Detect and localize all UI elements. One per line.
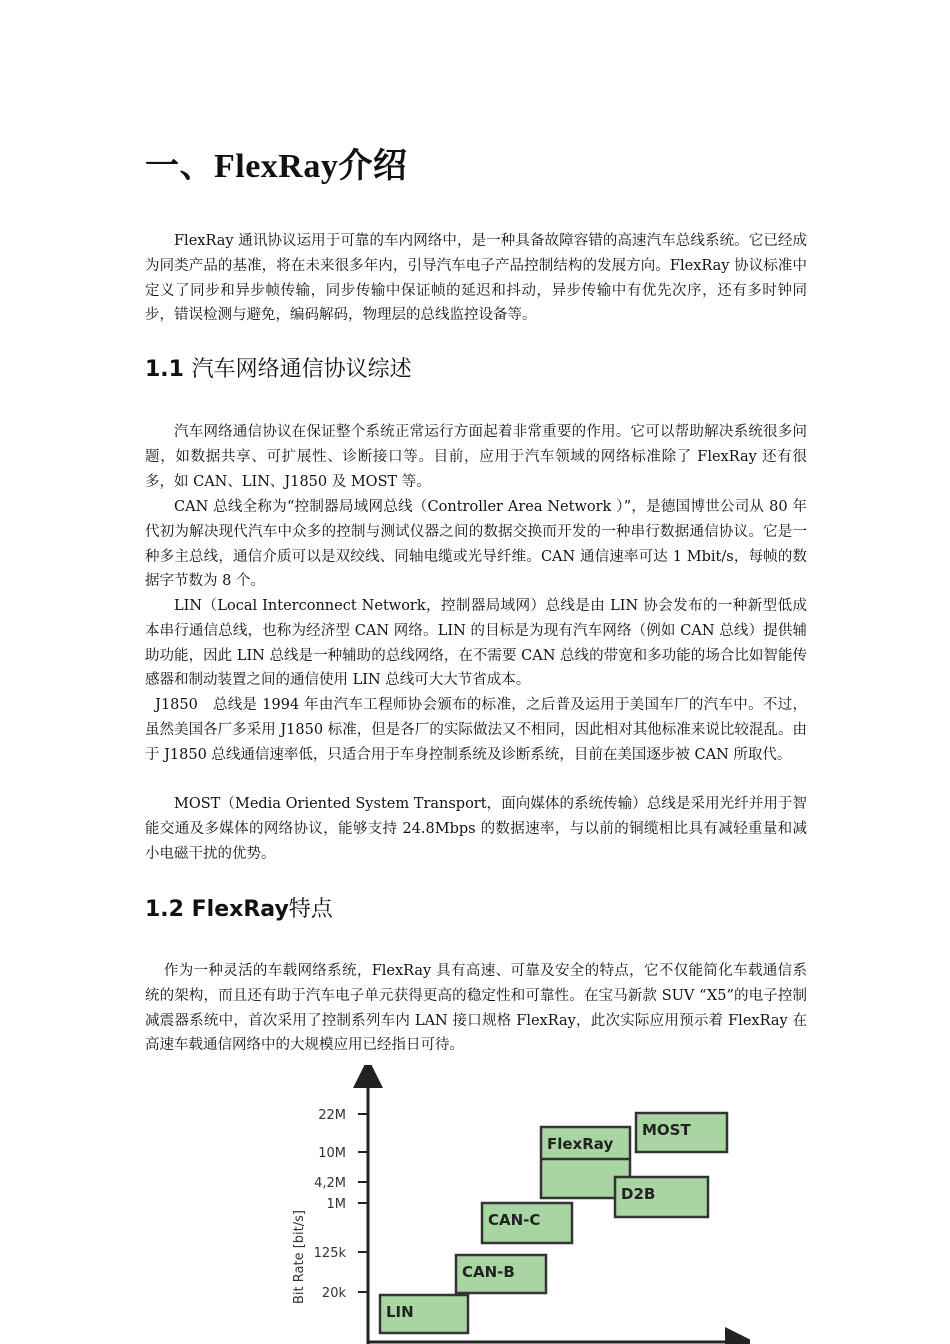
bit-rate-chart: [280, 1065, 750, 1344]
section-1-paragraph-4: J1850 总线是 1994 年由汽车工程师协会颁布的标准，之后普及运用于美国车厂的汽车中。不过，虽然美国各厂多采用 J1850 标准，但是各厂的实际做法又不相同，因此相对其他标准来说比较混乱。由于 J1850 总线通信速率低，只适合用于车身控制系统及诊断系统，目前在美国逐步被 CAN 所取代。: [145, 697, 807, 763]
y-tick-label: 4,2M: [314, 1176, 346, 1191]
y-tick-label: 10M: [318, 1146, 346, 1161]
page-title: 一、FlexRay介绍: [145, 148, 408, 185]
section-1-paragraph-3: LIN（Local Interconnect Network，控制器局域网）总线是由 LIN 协会发布的一种新型低成本串行通信总线，也称为经济型 CAN 网络。LIN 的目标是为现有汽车网络（例如 CAN 总线）提供辅助功能，因此 LIN 总线是一种辅助的总线网络，在不需要 CAN 总线的带宽和多功能的场合比如智能传感器和制动装置之间的通信使用 LIN 总线可大大节省成本。: [145, 598, 807, 689]
bar-label-most: MOST: [642, 1121, 691, 1139]
section-1-paragraph-1: 汽车网络通信协议在保证整个系统正常运行方面起着非常重要的作用。它可以帮助解决系统很多问题，如数据共享、可扩展性、诊断接口等。目前，应用于汽车领域的网络标准除了 FlexRay 还有很多，如 CAN、LIN、J1850 及 MOST 等。: [145, 424, 807, 490]
bar-label-lin: LIN: [386, 1303, 414, 1321]
y-tick-label: 22M: [318, 1108, 346, 1123]
y-tick-label: 1M: [326, 1197, 346, 1212]
intro-paragraph: FlexRay 通讯协议运用于可靠的车内网络中，是一种具备故障容错的高速汽车总线系统。它已经成为同类产品的基准，将在未来很多年内，引导汽车电子产品控制结构的发展方向。FlexRay 协议标准中定义了同步和异步帧传输，同步传输中保证帧的延迟和抖动，异步传输中有优先次序，还有多时钟同步，错误检测与避免，编码解码，物理层的总线监控设备等。: [145, 233, 807, 324]
section-1-heading: [145, 352, 412, 383]
section-2-number: 1.2: [145, 897, 184, 922]
section-2-title-latin: FlexRay: [191, 897, 289, 922]
bar-label-flexray: FlexRay: [547, 1135, 614, 1153]
bar-label-can-b: CAN-B: [462, 1263, 515, 1281]
section-1-number: 1.1: [145, 357, 184, 382]
y-tick-label: 20k: [321, 1286, 346, 1301]
section-2-heading: [145, 892, 333, 923]
y-axis-label: Bit Rate [bit/s]: [292, 1210, 307, 1304]
bar-label-can-c: CAN-C: [488, 1211, 541, 1229]
section-1-paragraph-2: CAN 总线全称为“控制器局域网总线（Controller Area Network ）”，是德国博世公司从 80 年代初为解决现代汽车中众多的控制与测试仪器之间的数据交换而开发的一种串行数据通信协议。它是一种多主总线，通信介质可以是双绞线、同轴电缆或光导纤维。CAN 通信速率可达 1 Mbit/s，每帧的数据字节数为 8 个。: [145, 499, 807, 590]
section-1-paragraph-5: MOST（Media Oriented System Transport，面向媒体的系统传输）总线是采用光纤并用于智能交通及多媒体的网络协议，能够支持 24.8Mbps 的数据速率，与以前的铜缆相比具有减轻重量和减小电磁干扰的优势。: [145, 796, 807, 862]
section-1-title: 汽车网络通信协议综述: [191, 357, 412, 382]
section-2-paragraph: 作为一种灵活的车载网络系统，FlexRay 具有高速、可靠及安全的特点，它不仅能简化车载通信系统的架构，而且还有助于汽车电子单元获得更高的稳定性和可靠性。在宝马新款 SUV “X5”的电子控制减震器系统中，首次采用了控制系列车内 LAN 接口规格 FlexRay，此次实际应用预示着 FlexRay 在高速车载通信网络中的大规模应用已经指日可待。: [145, 963, 807, 1054]
bar-label-d2b: D2B: [621, 1185, 656, 1203]
section-2-title-cn: 特点: [288, 897, 333, 922]
y-tick-label: 125k: [313, 1246, 346, 1261]
